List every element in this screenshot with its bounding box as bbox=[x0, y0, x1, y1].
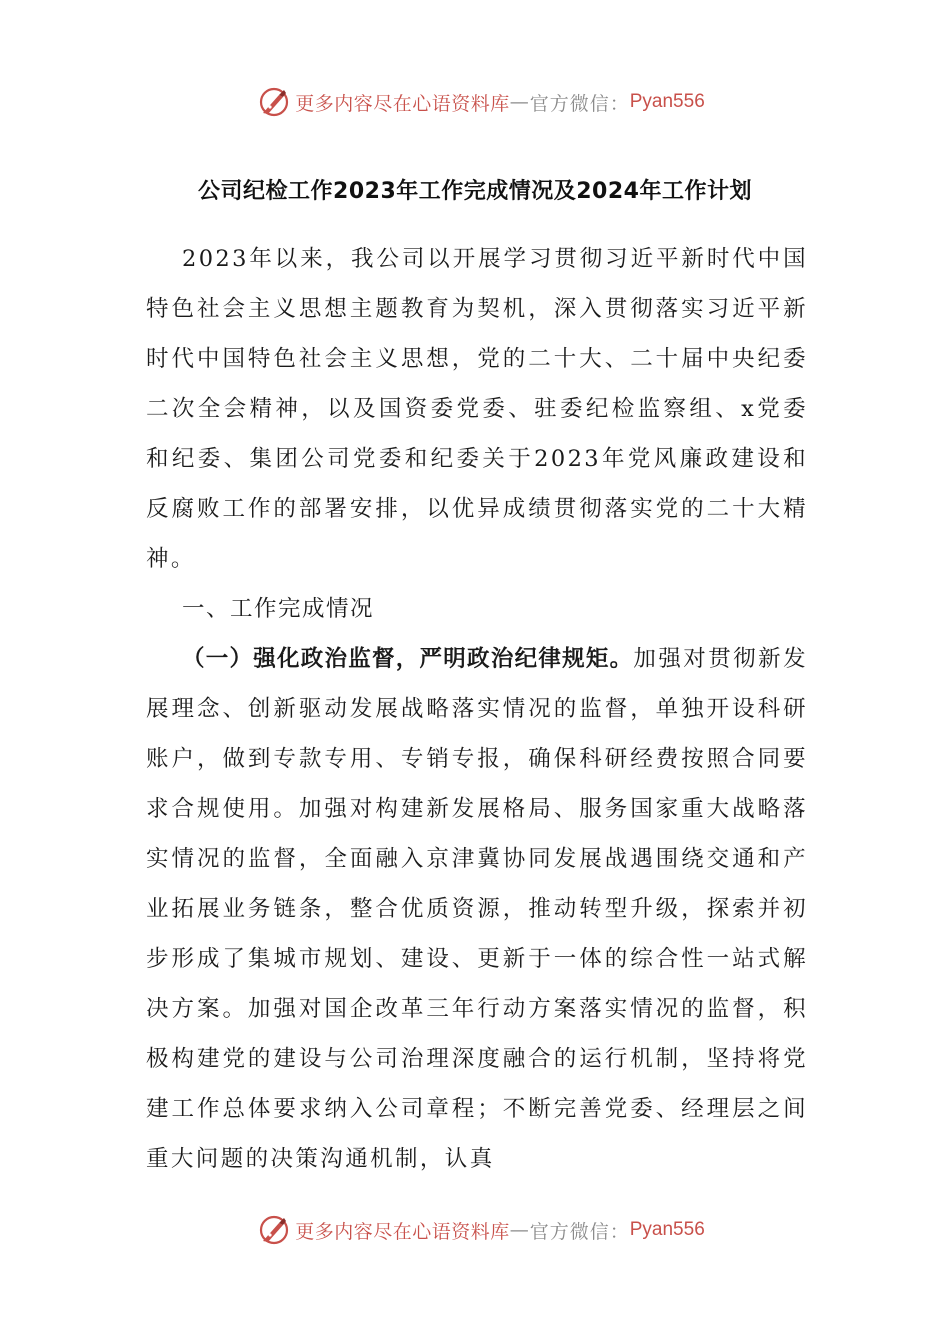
banner-dash: — bbox=[509, 91, 530, 113]
banner-content bbox=[257, 85, 705, 119]
subsection-paragraph bbox=[146, 634, 808, 1184]
banner-dash: — bbox=[509, 1219, 530, 1241]
banner-wechat-id: Pyan556 bbox=[629, 1219, 705, 1240]
header-banner bbox=[0, 82, 950, 122]
footer-banner bbox=[0, 1210, 950, 1250]
banner-wechat-id: Pyan556 bbox=[629, 91, 705, 112]
pen-nib-logo-icon bbox=[257, 1213, 291, 1247]
banner-main-text: 更多内容尽在心语资料库 bbox=[295, 1220, 510, 1243]
subsection-lead: （一）强化政治监督，严明政治纪律规矩。 bbox=[182, 646, 634, 672]
intro-paragraph: 2023年以来，我公司以开展学习贯彻习近平新时代中国特色社会主义思想主题教育为契机，深入贯彻落实习近平新时代中国特色社会主义思想，党的二十大、二十届中央纪委二次全会精神，以及国资委党委、驻委纪检监察组、x党委和纪委、集团公司党委和纪委关于2023年党风廉政建设和反腐败工作的部署安排，以优异成绩贯彻落实党的二十大精神。 bbox=[146, 246, 808, 572]
subsection-body: 加强对贯彻新发展理念、创新驱动发展战略落实情况的监督，单独开设科研账户，做到专款专用、专销专报，确保科研经费按照合同要求合规使用。加强对构建新发展格局、服务国家重大战略落实情况的监督，全面融入京津冀协同发展战遇围绕交通和产业拓展业务链条，整合优质资源，推动转型升级，探索并初步形成了集城市规划、建设、更新于一体的综合性一站式解决方案。加强对国企改革三年行动方案落实情况的监督，积极构建党的建设与公司治理深度融合的运行机制，坚持将党建工作总体要求纳入公司章程；不断完善党委、经理层之间重大问题的决策沟通机制，认真 bbox=[146, 646, 808, 1172]
pen-nib-logo-icon bbox=[257, 85, 291, 119]
banner-main-text: 更多内容尽在心语资料库 bbox=[295, 92, 510, 115]
banner-content bbox=[257, 1213, 705, 1247]
banner-wechat-label: 官方微信： bbox=[529, 1220, 630, 1243]
banner-wechat-label: 官方微信： bbox=[529, 92, 630, 115]
section-heading: 一、工作完成情况 bbox=[182, 596, 375, 622]
document-body bbox=[146, 234, 808, 1184]
document-title: 公司纪检工作2023年工作完成情况及2024年工作计划 bbox=[198, 179, 752, 204]
